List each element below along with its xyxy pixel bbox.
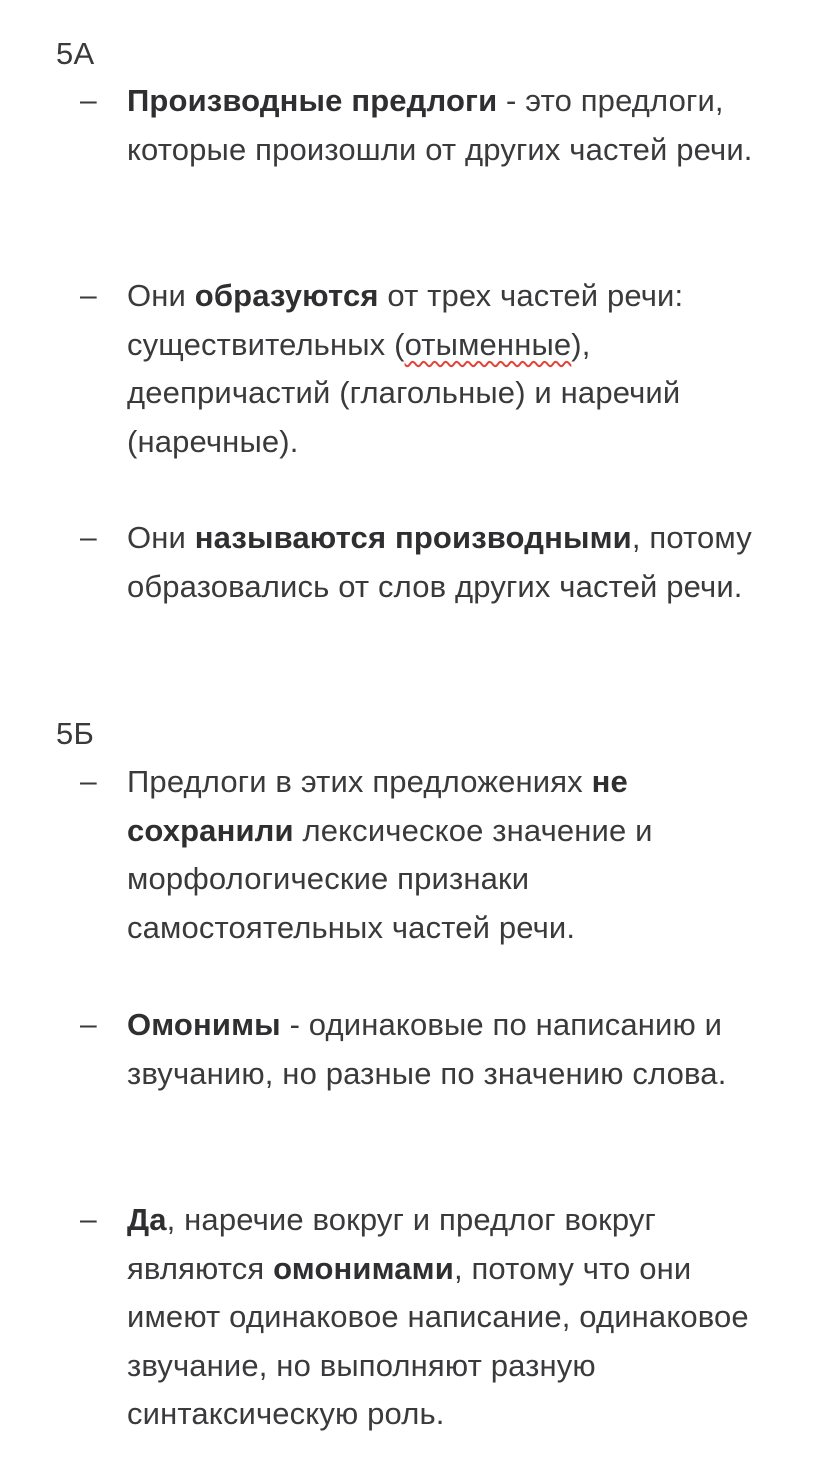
section-label-5a: 5А — [56, 36, 95, 71]
dash-bullet: – — [80, 279, 97, 312]
dash-bullet: – — [80, 1008, 97, 1041]
section-label-5b: 5Б — [56, 716, 94, 751]
dash-bullet: – — [80, 84, 97, 117]
dash-bullet: – — [80, 521, 97, 554]
item-text[interactable]: Предлоги в этих предложениях не сохранили лексическое значение и морфологические признаки самостоятельных частей речи. — [127, 764, 653, 945]
term-derived-prepositions: Производные предлоги — [127, 83, 498, 118]
term-called-derived: называются производными — [194, 520, 632, 555]
item-text[interactable]: Да, наречие вокруг и предлог вокруг являются омонимами, потому что они имеют одинаковое написание, одинаковое звучание, но выполняют разную синтаксическую роль. — [127, 1202, 749, 1431]
term-not-preserved: не сохранили — [127, 764, 628, 848]
term-homonyms: Омонимы — [127, 1007, 281, 1042]
dash-bullet: – — [80, 1203, 97, 1236]
term-homonyms-plural: омонимами — [273, 1250, 454, 1286]
item-text[interactable]: Они называются производными, потому образовались от слов других частей речи. — [127, 520, 752, 604]
item-text[interactable]: Омонимы - одинаковые по написанию и звучанию, но разные по значению слова. — [127, 1007, 727, 1091]
item-text[interactable]: Они образуются от трех частей речи: существительных (отыменные), деепричастий (глагольные) и наречий (наречные). — [127, 278, 684, 459]
spellcheck-word[interactable]: отыменные — [404, 326, 572, 362]
item-text[interactable]: Производные предлоги - это предлоги, которые произошли от других частей речи. — [127, 83, 753, 167]
term-yes: Да — [127, 1202, 167, 1237]
dash-bullet: – — [80, 765, 97, 798]
term-formed: образуются — [194, 278, 379, 313]
